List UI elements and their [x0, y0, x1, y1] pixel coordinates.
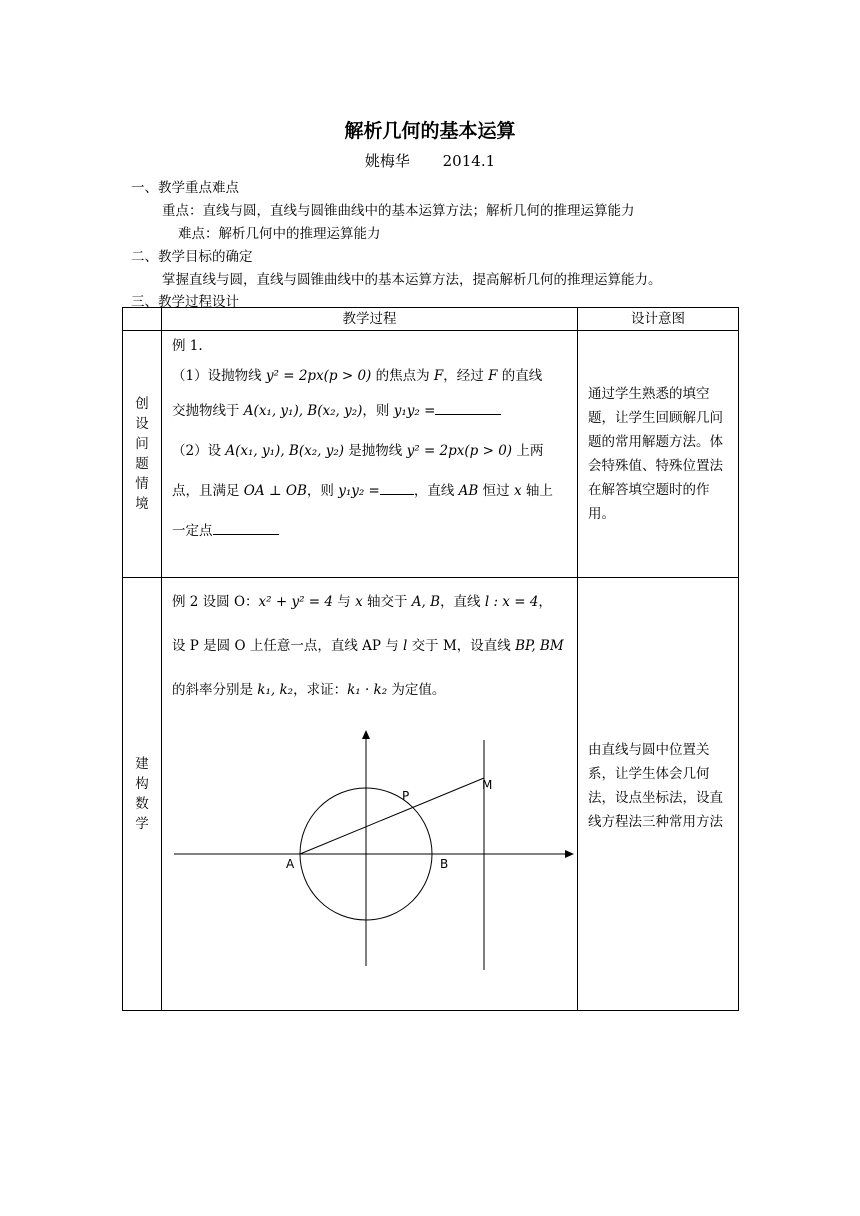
example-1-title: 例 1.: [172, 338, 203, 354]
example-1-part-2-line-1: （2）设 A(x₁, y₁), B(x₂, y₂) 是抛物线 y² = 2px(p > 0) 上两: [172, 443, 544, 459]
x-axis-arrow-icon: [565, 850, 574, 858]
answer-blank-3[interactable]: [213, 522, 279, 535]
author-date: 2014.1: [442, 152, 496, 170]
example-1-part-2-line-3: 一定点: [172, 511, 569, 551]
page-title: 解析几何的基本运算: [344, 120, 516, 142]
header-intent: 设计意图: [578, 308, 739, 331]
intent-problem-setting: 通过学生熟悉的填空题，让学生回顾解几问题的常用解题方法。体会特殊值、特殊位置法在解答填空题时的作用。: [578, 331, 739, 578]
table-row-build-math: [123, 578, 739, 1011]
example-2-line-3: 的斜率分别是 k₁, k₂，求证：k₁ · k₂ 为定值。: [172, 682, 446, 698]
table-row-problem-setting: [123, 331, 739, 578]
section-1-key-points: 重点：直线与圆，直线与圆锥曲线中的基本运算方法；解析几何的推理运算能力: [162, 203, 635, 219]
section-1-heading: 一、教学重点难点: [131, 180, 239, 196]
table-header-row: [123, 308, 739, 331]
answer-blank-2[interactable]: [380, 482, 414, 495]
teaching-process-table: [122, 307, 739, 1011]
row-label-build-math: 建 构 数 学: [123, 578, 162, 1011]
row-label-problem-setting: 创 设 问 题 情 境: [123, 331, 162, 578]
example-1-cell: [162, 331, 578, 578]
author-line: [0, 150, 860, 171]
example-2-line-2: 设 P 是圆 O 上任意一点，直线 AP 与 l 交于 M，设直线 BP, BM: [172, 638, 564, 654]
header-empty-cell: [123, 308, 162, 331]
label-a: A: [286, 857, 295, 871]
intent-build-math: 由直线与圆中位置关系，让学生体会几何法，设点坐标法，设直线方程法三种常用方法: [578, 578, 739, 1011]
label-b: B: [440, 857, 449, 871]
section-2-text: 掌握直线与圆，直线与圆锥曲线中的基本运算方法，提高解析几何的推理运算能力。: [162, 272, 662, 288]
header-process: 教学过程: [162, 308, 578, 331]
answer-blank-1[interactable]: [435, 402, 501, 415]
example-1-part-1-line-1: （1）设抛物线 y² = 2px(p > 0) 的焦点为 F，经过 F 的直线: [172, 368, 543, 384]
label-m: M: [482, 778, 493, 792]
section-1-difficult-points: 难点：解析几何中的推理运算能力: [178, 226, 381, 242]
y-axis-arrow-icon: [362, 730, 370, 739]
example-1-part-1-line-2: 交抛物线于 A(x₁, y₁), B(x₂, y₂)，则 y₁y₂ =: [172, 391, 569, 431]
circle-line-figure: [164, 720, 578, 980]
example-2-line-1: 例 2 设圆 O：x² + y² = 4 与 x 轴交于 A, B，直线 l : x = 4，: [172, 594, 552, 610]
author-name: 姚梅华: [364, 152, 410, 170]
section-2-heading: 二、教学目标的确定: [131, 249, 253, 265]
label-p: P: [402, 789, 410, 803]
example-1-part-2-line-2: 点，且满足 OA ⊥ OB，则 y₁y₂ = ，直线 AB 恒过 x 轴上: [172, 483, 553, 499]
example-2-cell: [162, 578, 578, 1011]
section-3-heading: 三、教学过程设计: [131, 294, 239, 310]
line-ap: [300, 778, 484, 854]
